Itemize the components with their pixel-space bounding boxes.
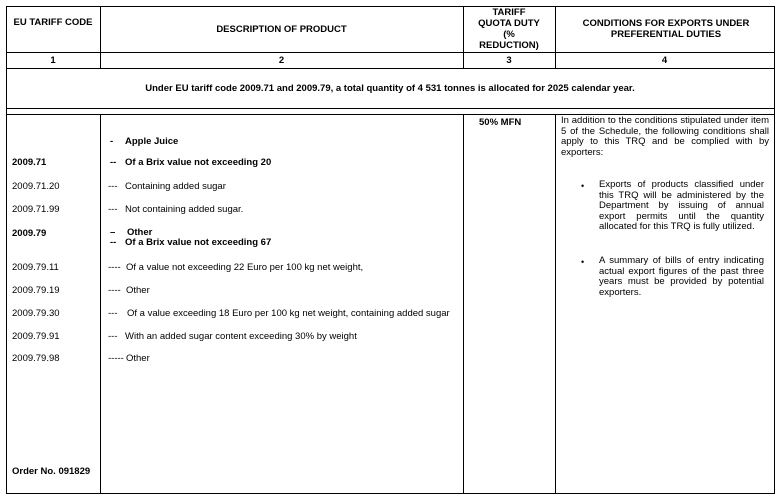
tariff-code: 2009.79.11 [12,262,59,273]
condition-bullet: Exports of products classified under this TRQ will be administered by the Department by issuing of annual export permits until the quantity allocated for this TRQ is fully utilized. [599,179,764,232]
condition-bullet: A summary of bills of entry indicating actual export figures of the past three years must be provided by potential exporters. [599,255,764,298]
description-dash: – [110,227,116,238]
header-conditions: CONDITIONS FOR EXPORTS UNDER PREFERENTIAL DUTIES [582,18,750,40]
description-dash: --- [108,204,118,215]
description-dash: - [110,136,114,147]
product-description: Other [126,285,150,296]
allocation-divider [6,108,775,109]
description-dash: ----- [108,353,124,364]
tariff-code: 2009.71 [12,157,47,168]
table-border-bottom [6,493,775,494]
product-description: Of a value not exceeding 22 Euro per 100 kg net weight, [126,262,364,273]
col-divider-3-body [555,114,556,494]
description-dash: --- [108,308,118,319]
product-description: Of a value exceeding 18 Euro per 100 kg net weight, containing added sugar [127,308,450,319]
col-divider-1-body [100,114,101,494]
tariff-code: 2009.79 [12,228,47,239]
description-dash: ---- [108,285,121,296]
tariff-table [6,6,775,494]
conditions-intro: In addition to the conditions stipulated under item 5 of the Schedule, the following conditions shall apply to this TRQ and be complied with by exporters: [561,115,769,158]
product-description: Of a Brix value not exceeding 20 [125,157,272,168]
allocation-note: Under EU tariff code 2009.71 and 2009.79, a total quantity of 4 531 tonnes is allocated for 2025 calendar year. [145,82,635,94]
tariff-code: 2009.71.20 [12,181,60,192]
column-number-2: 2 [278,54,285,66]
order-number: Order No. 091829 [12,466,91,477]
product-description: Apple Juice [125,136,179,147]
product-description: Not containing added sugar. [125,204,244,215]
tariff-code: 2009.79.98 [12,353,60,364]
bullet-dot: • [581,257,585,267]
description-dash: --- [108,181,118,192]
description-dash: ---- [108,262,121,273]
tariff-code: 2009.79.30 [12,308,60,319]
product-description: Containing added sugar [125,181,226,192]
header-tariff-quota-duty: TARIFF QUOTA DUTY (% REDUCTION) [478,7,540,51]
table-border-right [774,6,775,494]
product-description: With an added sugar content exceeding 30% by weight [125,331,357,342]
column-number-4: 4 [661,54,668,66]
header-description: DESCRIPTION OF PRODUCT [216,23,347,35]
product-description: Other [126,353,150,364]
tariff-duty-value: 50% MFN [479,117,522,128]
bullet-dot: • [581,181,585,191]
header-tariff-code: EU TARIFF CODE [13,16,93,28]
tariff-code: 2009.79.91 [12,331,60,342]
column-number-1: 1 [50,54,56,66]
col-divider-2-body [463,114,464,494]
tariff-code: 2009.71.99 [12,204,60,215]
product-description: Of a Brix value not exceeding 67 [125,237,272,248]
product-description: Other [127,227,153,238]
description-dash: --- [108,331,118,342]
column-number-3: 3 [506,54,512,66]
description-dash: -- [110,157,117,168]
description-dash: -- [110,237,117,248]
tariff-code: 2009.79.19 [12,285,60,296]
